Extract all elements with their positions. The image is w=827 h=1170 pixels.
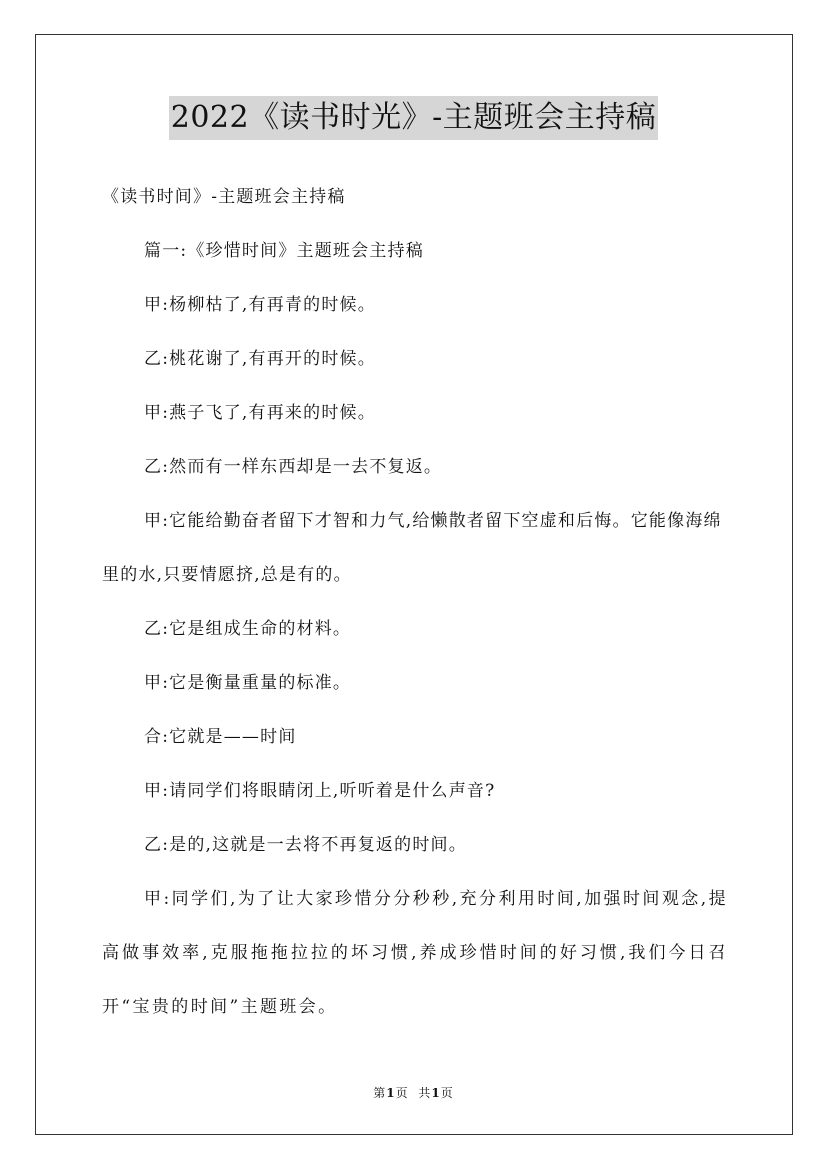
footer-page-prefix: 第 [373, 1086, 387, 1100]
paragraph: 甲:杨柳枯了,有再青的时候。 [144, 295, 376, 315]
paragraph: 甲:它是衡量重量的标准。 [144, 673, 352, 693]
footer-total-prefix: 共 [418, 1086, 432, 1100]
paragraph: 甲:请同学们将眼睛闭上,听听着是什么声音? [144, 781, 496, 801]
footer-page-unit: 页 [395, 1086, 409, 1100]
footer-total-unit: 页 [440, 1086, 454, 1100]
paragraph: 乙:它是组成生命的材料。 [144, 619, 352, 639]
footer-page-number: 1 [386, 1086, 396, 1100]
paragraph: 乙:是的,这就是一去将不再复返的时间。 [144, 835, 467, 855]
paragraph: 篇一:《珍惜时间》主题班会主持稿 [144, 241, 424, 261]
paragraph: 合:它就是——时间 [144, 727, 297, 747]
document-title [0, 96, 827, 140]
document-title-text: 2022《读书时光》-主题班会主持稿 [169, 96, 658, 140]
footer-total-pages: 1 [431, 1086, 441, 1100]
document-body [102, 170, 728, 1034]
paragraph: 甲:同学们,为了让大家珍惜分分秒秒,充分利用时间,加强时间观念,提高做事效率,克服拖拖拉拉的坏习惯,养成珍惜时间的好习惯,我们今日召开“宝贵的时间”主题班会。 [102, 889, 728, 1017]
page-footer [0, 1084, 827, 1102]
paragraph: 乙:桃花谢了,有再开的时候。 [144, 349, 376, 369]
paragraph: 乙:然而有一样东西却是一去不复返。 [144, 457, 443, 477]
paragraph: 甲:它能给勤奋者留下才智和力气,给懒散者留下空虚和后悔。它能像海绵里的水,只要情愿挤,总是有的。 [102, 511, 722, 585]
paragraph: 《读书时间》-主题班会主持稿 [102, 187, 346, 207]
paragraph: 甲:燕子飞了,有再来的时候。 [144, 403, 376, 423]
